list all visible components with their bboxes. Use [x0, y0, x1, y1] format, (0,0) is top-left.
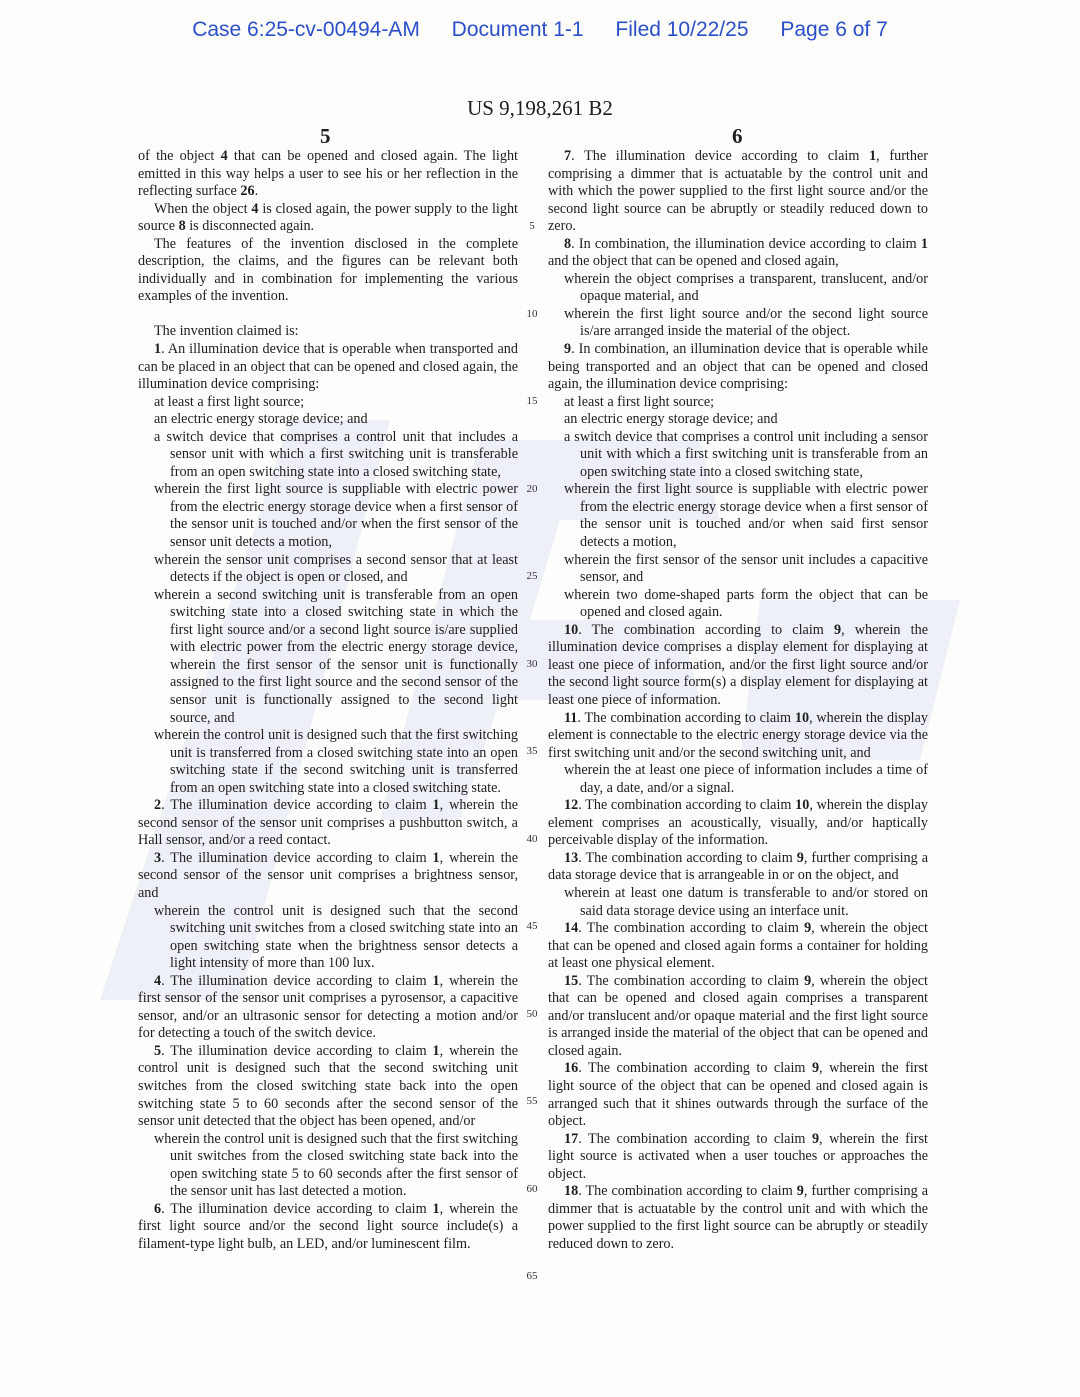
left-column-paragraph: wherein the control unit is designed such that the first switching unit switches from the closed switching state back into the open switching state 5 to 60 seconds after the first sensor of the sensor unit has last detected a motion.: [154, 1130, 518, 1200]
right-column-paragraph: 13. The combination according to claim 9, further comprising a data storage device that is arrangeable in or on the object, and: [548, 849, 928, 884]
right-column-paragraph: 8. In combination, the illumination device according to claim 1 and the object that can be opened and closed again,: [548, 235, 928, 270]
left-column-paragraph: wherein a second switching unit is transferable from an open switching state into a closed switching state in which the first light source and/or a second light source is/are supplied with electric power from the electric energy storage device, wherein the first sensor of the sensor unit is functionally assigned to the first light source and the second sensor of the sensor unit is functionally assigned to the second light source, and: [154, 586, 518, 726]
right-column-paragraph: an electric energy storage device; and: [564, 411, 778, 428]
right-column-paragraph: wherein at least one datum is transferable to and/or stored on said data storage device using an interface unit.: [564, 884, 928, 919]
left-column-paragraph: at least a first light source;: [154, 393, 305, 410]
right-column-paragraph: wherein two dome-shaped parts form the object that can be opened and closed again.: [564, 586, 928, 621]
right-column-paragraph: 18. The combination according to claim 9, further comprising a dimmer that is actuatable by the control unit and with which the power supplied to the first light source can be abruptly or steadily reduced down to zero.: [548, 1183, 928, 1252]
right-column-text: [548, 148, 928, 1253]
right-column-paragraph: a switch device that comprises a control unit including a sensor unit with which a first switching unit is transferable from an open switching state into a closed switching state,: [564, 428, 928, 480]
right-column-paragraph: 11. The combination according to claim 10, wherein the display element is connectable to the electric energy storage device via the first switching unit and/or the second switching unit, and: [548, 709, 928, 761]
left-column-text: [138, 148, 518, 1253]
left-column-paragraph: The invention claimed is:: [154, 323, 299, 340]
right-column-paragraph: wherein the first light source and/or the second light source is/are arranged inside the material of the object.: [564, 305, 928, 340]
left-column-paragraph: wherein the control unit is designed such that the first switching unit is transferred from a closed switching state into an open switching state if the second switching unit is transferred from an open switching state into a closed switching state.: [154, 727, 518, 796]
right-column-paragraph: wherein the object comprises a transparent, translucent, and/or opaque material, and: [564, 270, 928, 305]
court-filing-header: [0, 18, 1080, 42]
document-number: Document 1-1: [451, 18, 584, 41]
line-number: 20: [526, 482, 538, 495]
right-column-paragraph: wherein the first sensor of the sensor unit includes a capacitive sensor, and: [564, 551, 928, 586]
right-column-paragraph: wherein the first light source is suppliable with electric power from the electric energy storage device when a first sensor of the sensor unit is touched and/or when said first sensor detects a motion,: [564, 481, 928, 551]
left-column-paragraph: 1. An illumination device that is operable when transported and can be placed in an object that can be opened and closed again, the illumination device comprising:: [138, 341, 518, 393]
page-indicator: Page 6 of 7: [780, 18, 888, 41]
right-column-paragraph: 17. The combination according to claim 9, wherein the first light source is activated when a user touches or approaches the object.: [548, 1130, 928, 1182]
case-number: Case 6:25-cv-00494-AM: [192, 18, 420, 41]
line-number: 30: [526, 657, 538, 670]
line-number: 65: [526, 1270, 538, 1282]
left-column-paragraph: 4. The illumination device according to claim 1, wherein the first sensor of the sensor unit comprises a pyrosensor, a capacitive sensor, and/or an ultrasonic sensor for detecting a motion and/or for detecting a touch of the switch device.: [138, 972, 518, 1042]
left-column-paragraph: of the object 4 that can be opened and closed again. The light emitted in this way helps a user to see his or her reflection in the reflecting surface 26.: [138, 148, 518, 200]
right-column-paragraph: 9. In combination, an illumination device that is operable while being transported and an object that can be opened and closed again, the illumination device comprising:: [548, 341, 928, 393]
line-number: 40: [526, 832, 538, 845]
line-number: 35: [526, 745, 538, 757]
right-column-paragraph: 12. The combination according to claim 10, wherein the display element comprises an acoustically, visually, and/or haptically perceivable display of the information.: [548, 797, 928, 849]
left-column-paragraph: 5. The illumination device according to claim 1, wherein the control unit is designed such that the second switching unit switches from the closed switching state back into the open switching state 5 to 60 seconds after the second sensor of the sensor unit detected that the object has been opened, and/or: [138, 1042, 518, 1130]
line-number: 55: [526, 1095, 538, 1107]
left-column-paragraph: When the object 4 is closed again, the power supply to the light source 8 is disconnected again.: [138, 200, 519, 235]
right-column-paragraph: 14. The combination according to claim 9, wherein the object that can be opened and closed again forms a container for holding at least one physical element.: [548, 920, 928, 972]
patent-number: US 9,198,261 B2: [467, 96, 613, 120]
right-column-paragraph: at least a first light source;: [564, 393, 715, 410]
line-number: 50: [526, 1007, 538, 1020]
left-column-paragraph: The features of the invention disclosed in the complete description, the claims, and the figures can be relevant both individually and in combination for implementing the various examples of the invention.: [138, 235, 518, 305]
line-number: 25: [526, 570, 538, 582]
line-number: 5: [529, 220, 535, 232]
left-column-paragraph: wherein the first light source is suppliable with electric power from the electric energy storage device when a first sensor of the sensor unit is touched and/or when the first sensor of the sensor unit detects a motion,: [154, 481, 518, 551]
right-column-paragraph: 7. The illumination device according to claim 1, further comprising a dimmer that is actuatable by the control unit and with which the power supplied to the first light source and/or the second light source can be abruptly or steadily reduced down to zero.: [548, 148, 928, 235]
left-column-paragraph: wherein the control unit is designed such that the second switching unit switches from a closed switching state into an open switching state when the brightness sensor detects a light intensity of more than 100 lux.: [154, 902, 518, 972]
left-column-paragraph: an electric energy storage device; and: [154, 411, 368, 428]
right-column-paragraph: 10. The combination according to claim 9, wherein the illumination device comprises a display element for displaying at least one piece of information, and/or the first light source and/or the second light source form(s) a display element for displaying at least one piece of information.: [548, 621, 928, 708]
line-number: 60: [526, 1182, 538, 1195]
right-column-paragraph: 15. The combination according to claim 9, wherein the object that can be opened and closed again comprises a transparent and/or translucent and/or opaque material and the first light source is arranged inside the material of the object that can be opened and closed again.: [548, 972, 928, 1059]
right-column-number: 6: [732, 124, 743, 148]
left-column-number: 5: [320, 124, 331, 148]
left-column-paragraph: a switch device that comprises a control unit that includes a sensor unit with which a first switching unit is transferable from an open switching state into a closed switching state,: [154, 428, 518, 480]
left-column-paragraph: 3. The illumination device according to claim 1, wherein the second sensor of the sensor unit comprises a brightness sensor, and: [138, 849, 518, 901]
left-column-paragraph: 2. The illumination device according to claim 1, wherein the second sensor of the sensor unit comprises a pushbutton switch, a Hall sensor, and/or a reed contact.: [138, 797, 518, 849]
filed-date: Filed 10/22/25: [615, 18, 749, 41]
line-number: 45: [526, 920, 538, 932]
left-column-paragraph: wherein the sensor unit comprises a second sensor that at least detects if the object is open or closed, and: [154, 551, 518, 586]
right-column-paragraph: 16. The combination according to claim 9, wherein the first light source of the object that can be opened and closed again is arranged such that it shines outwards through the surface of the object.: [548, 1060, 928, 1130]
right-column-paragraph: wherein the at least one piece of information includes a time of day, a date, and/or a signal.: [564, 762, 928, 796]
left-column-paragraph: 6. The illumination device according to claim 1, wherein the first light source and/or the second light source include(s) a filament-type light bulb, an LED, and/or luminescent film.: [138, 1200, 518, 1252]
line-number: 15: [526, 395, 538, 407]
line-number: 10: [526, 307, 538, 320]
